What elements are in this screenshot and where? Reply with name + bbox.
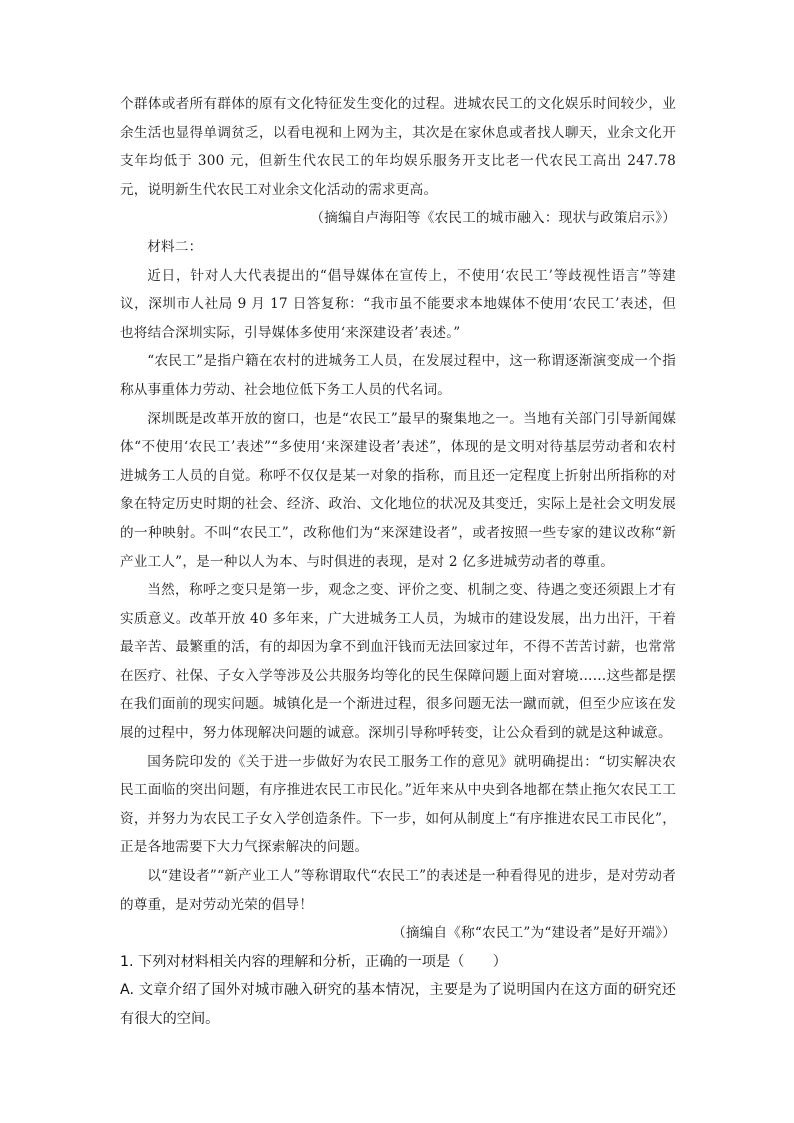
question-stem: 1. 下列对材料相关内容的理解和分析，正确的一项是（ ）: [120, 953, 507, 970]
source-citation-two: （摘编自《称“农民工”为“建设者”是好开端》）: [392, 925, 676, 942]
document-page: [120, 90, 676, 1034]
source-citation-one: （摘编自卢海阳等《农民工的城市融入：现状与政策启示》）: [310, 210, 676, 227]
material-two-heading: 材料二：: [147, 238, 203, 255]
paragraph-shenzhen-window: 深圳既是改革开放的窗口，也是“农民工”最早的聚集地之一。当地有关部门引导新闻媒体“不使用‘农民工’表述”“多使用‘来深建设者’表述”，体现的是文明对待基层劳动者和农村进城务工人员的自觉。称呼不仅仅是某一对象的指称，而且还一定程度上折射出所指称的对象在特定历史时期的社会、经济、政治、文化地位的状况及其变迁，实际上是社会文明发展的一种映射。不叫“农民工”，改称他们为“来深建设者”，或者按照一些专家的建议改称“新产业工人”，是一种以人为本、与时俱进的表现，是对 2 亿多进城劳动者的尊重。: [120, 410, 676, 570]
question-option-a: A. 文章介绍了国外对城市融入研究的基本情况，主要是为了说明国内在这方面的研究还有很大的空间。: [120, 982, 676, 1027]
paragraph-conclusion: 以“建设者”“新产业工人”等称谓取代“农民工”的表述是一种看得见的进步，是对劳动者的尊重，是对劳动光荣的倡导！: [120, 868, 676, 913]
paragraph-term-definition: “农民工”是指户籍在农村的进城务工人员，在发展过程中，这一称谓逐渐演变成一个指称从事重体力劳动、社会地位低下务工人员的代名词。: [120, 353, 676, 398]
paragraph-shenzhen-reply: 近日，针对人大代表提出的“倡导媒体在宣传上，不使用‘农民工’等歧视性语言”等建议，深圳市人社局 9 月 17 日答复称：“我市虽不能要求本地媒体不使用‘农民工’表述，但也将结合深圳实际，引导媒体多使用‘来深建设者’表述。”: [120, 267, 676, 341]
paragraph-material-one-ending: 个群体或者所有群体的原有文化特征发生变化的过程。进城农民工的文化娱乐时间较少，业余生活也显得单调贫乏，以看电视和上网为主，其次是在家休息或者找人聊天，业余文化开支年均低于 300 元，但新生代农民工的年均娱乐服务开支比老一代农民工高出 247.78 元，说明新生代农民工对业余文化活动的需求更高。: [120, 96, 676, 198]
paragraph-state-council-opinion: 国务院印发的《关于进一步做好为农民工服务工作的意见》就明确提出：“切实解决农民工面临的突出问题，有序推进农民工市民化。”近年来从中央到各地都在禁止拖欠农民工工资，并努力为农民工子女入学创造条件。下一步，如何从制度上“有序推进农民工市民化”，正是各地需要下大力气探索解决的问题。: [120, 753, 676, 856]
paragraph-name-change-first-step: 当然，称呼之变只是第一步，观念之变、评价之变、机制之变、待遇之变还须跟上才有实质意义。改革开放 40 多年来，广大进城务工人员，为城市的建设发展，出力出汗，干着最辛苦、最繁重的活，有的却因为拿不到血汗钱而无法回家过年，不得不苦苦讨薪，也常常在医疗、社保、子女入学等涉及公共服务均等化的民生保障问题上面对窘境……这些都是摆在我们面前的现实问题。城镇化是一个渐进过程，很多问题无法一蹴而就，但至少应该在发展的过程中，努力体现解决问题的诚意。深圳引导称呼转变，让公众看到的就是这种诚意。: [120, 582, 676, 742]
